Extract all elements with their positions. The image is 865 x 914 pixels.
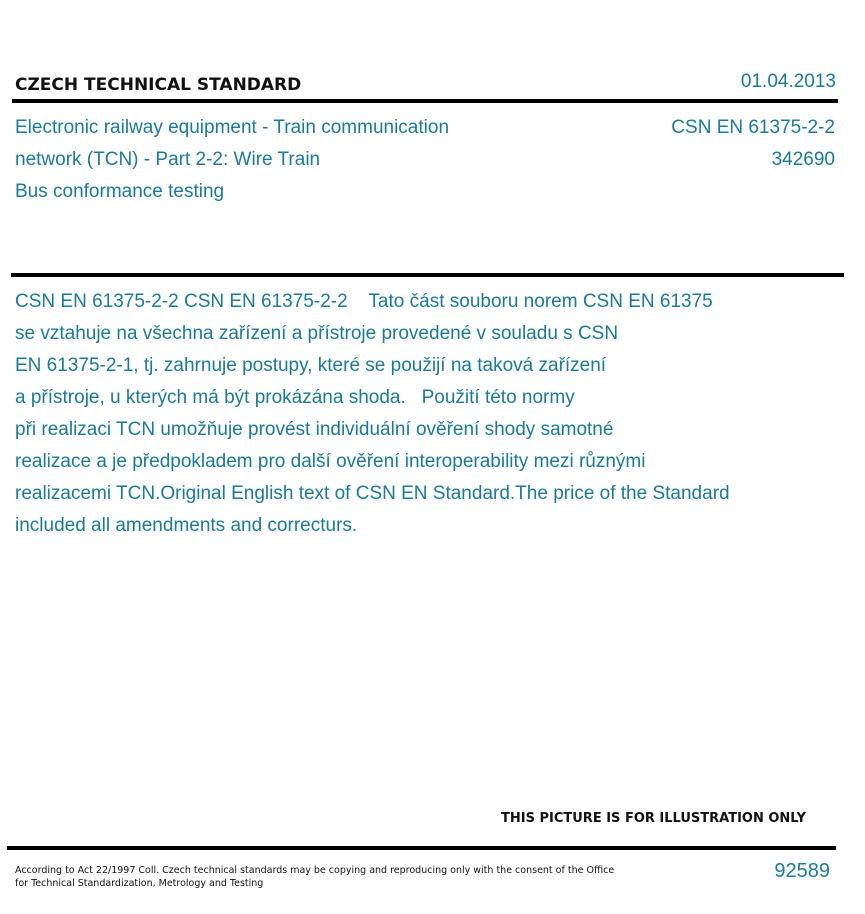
standard-title-line: Bus conformance testing — [15, 181, 225, 202]
document-number: 92589 — [774, 860, 830, 882]
legal-notice-line: According to Act 22/1997 Coll. Czech technical standards may be copying and reproducing only with the consent of the Office — [15, 865, 615, 876]
document-type-label: CZECH TECHNICAL STANDARD — [15, 75, 302, 95]
standard-title-line: Electronic railway equipment - Train communication — [15, 117, 450, 138]
legal-notice — [15, 864, 615, 890]
title-divider — [11, 273, 844, 277]
description-line: CSN EN 61375-2-2 CSN EN 61375-2-2 Tato část souboru norem CSN EN 61375 — [15, 291, 713, 312]
footer-divider — [7, 846, 836, 850]
description-line: se vztahuje na všechna zařízení a přístroje provedené v souladu s CSN — [15, 323, 619, 344]
standard-designation: CSN EN 61375-2-2 — [671, 117, 835, 138]
legal-notice-line: for Technical Standardization, Metrology and Testing — [15, 878, 264, 889]
standard-title — [15, 112, 575, 208]
standard-identifiers — [671, 112, 835, 176]
description-line: realizacemi TCN.Original English text of CSN EN Standard.The price of the Standard — [15, 483, 730, 504]
description-line: EN 61375-2-1, tj. zahrnuje postupy, které se použijí na taková zařízení — [15, 355, 607, 376]
illustration-disclaimer: THIS PICTURE IS FOR ILLUSTRATION ONLY — [501, 811, 806, 826]
description-line: included all amendments and correcturs. — [15, 515, 358, 536]
header-divider — [12, 99, 838, 103]
standard-description — [15, 286, 835, 542]
catalog-number: 342690 — [771, 149, 835, 170]
description-line: a přístroje, u kterých má být prokázána shoda. Použití této normy — [15, 387, 575, 408]
description-line: při realizaci TCN umožňuje provést individuální ověření shody samotné — [15, 419, 614, 440]
publication-date: 01.04.2013 — [740, 71, 836, 92]
standard-title-line: network (TCN) - Part 2-2: Wire Train — [15, 149, 321, 170]
description-line: realizace a je předpokladem pro další ověření interoperability mezi různými — [15, 451, 646, 472]
